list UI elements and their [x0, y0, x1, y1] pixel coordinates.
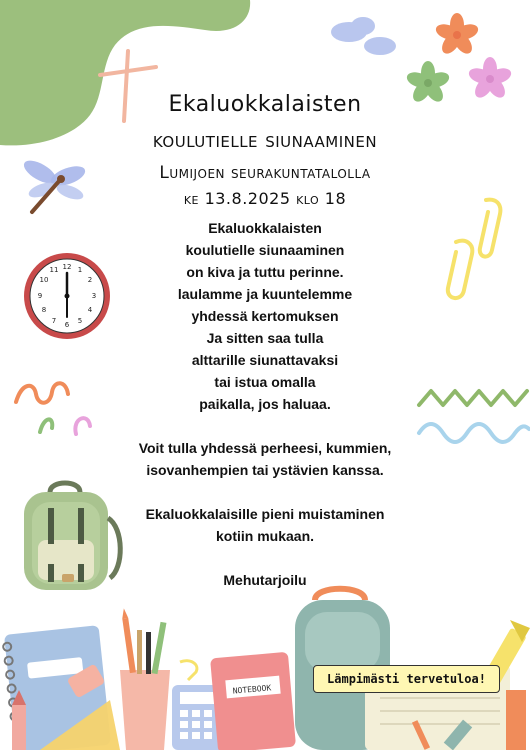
cloud-icon	[325, 14, 400, 58]
event-datetime: ke 13.8.2025 klo 18	[183, 189, 347, 208]
invitation-body	[100, 217, 430, 591]
event-location: Lumijoen seurakuntatalolla	[159, 163, 371, 183]
body-line: Voit tulla yhdessä perheesi, kummien,	[138, 440, 392, 456]
body-line: tai istua omalla	[214, 374, 316, 390]
clock-numeral: 11	[49, 266, 59, 274]
dragonfly-icon	[18, 152, 94, 218]
body-line: Ja sitten saa tulla	[206, 330, 324, 346]
clock-numeral: 9	[37, 292, 43, 300]
refreshments-line: Mehutarjoilu	[223, 572, 307, 588]
body-line: isovanhempien tai ystävien kanssa.	[146, 462, 384, 478]
clock-numeral: 5	[77, 317, 83, 325]
body-line: Ekaluokkalaisille pieni muistaminen	[145, 506, 385, 522]
clock-numeral: 10	[39, 276, 49, 284]
body-line: alttarille siunattavaksi	[191, 352, 339, 368]
welcome-text: Lämpimästi tervetuloa!	[327, 672, 486, 686]
notebook-label: NOTEBOOK	[232, 683, 272, 696]
clock-icon	[22, 251, 112, 341]
body-line: Ekaluokkalaisten	[208, 220, 322, 236]
body-line: koulutielle siunaaminen	[185, 242, 345, 258]
zigzag-icon	[415, 385, 530, 445]
squiggle-icon	[12, 372, 102, 442]
clock-numeral: 1	[77, 266, 83, 274]
paperclip-icon	[438, 190, 508, 310]
body-line: on kiva ja tuttu perinne.	[186, 264, 344, 280]
clock-numeral: 4	[87, 306, 93, 314]
clock-numeral: 12	[62, 263, 72, 271]
clock-numeral: 8	[41, 306, 47, 314]
welcome-banner	[313, 665, 500, 693]
page-subtitle: koulutielle siunaaminen	[152, 128, 378, 152]
body-line: kotiin mukaan.	[215, 528, 315, 544]
body-line: laulamme ja kuuntelemme	[177, 286, 353, 302]
clock-numeral: 2	[87, 276, 93, 284]
flower-icon	[432, 10, 482, 60]
page-title: Ekaluokkalaisten	[168, 92, 362, 117]
body-line: paikalla, jos haluaa.	[199, 396, 331, 412]
clock-numeral: 6	[64, 321, 70, 329]
clock-numeral: 3	[91, 292, 97, 300]
body-line: yhdessä kertomuksen	[191, 308, 339, 324]
clock-numeral: 7	[51, 317, 57, 325]
